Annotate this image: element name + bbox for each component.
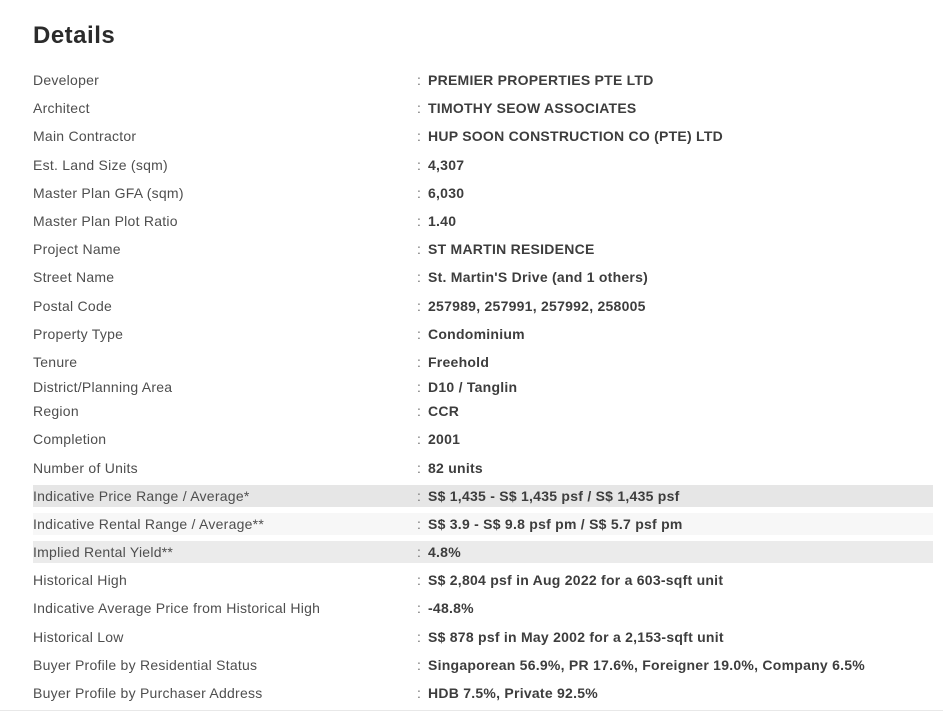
detail-row — [33, 151, 933, 179]
colon-separator: : — [417, 403, 421, 420]
details-table — [33, 66, 933, 707]
colon-separator: : — [417, 269, 421, 286]
colon-separator: : — [417, 459, 421, 476]
detail-label: Est. Land Size (sqm) — [33, 156, 168, 173]
detail-value: Condominium — [428, 325, 525, 342]
detail-row — [33, 453, 933, 481]
colon-separator: : — [417, 325, 421, 342]
detail-label: District/Planning Area — [33, 378, 173, 395]
detail-value: Singaporean 56.9%, PR 17.6%, Foreigner 19.0%, Company 6.5% — [428, 656, 865, 673]
colon-separator: : — [417, 515, 421, 532]
detail-row — [33, 425, 933, 453]
detail-value: 2001 — [428, 431, 461, 448]
colon-separator: : — [417, 656, 421, 673]
detail-value: 4.8% — [428, 544, 461, 561]
detail-row — [33, 376, 933, 397]
detail-value: TIMOTHY SEOW ASSOCIATES — [428, 100, 637, 117]
detail-value: Freehold — [428, 353, 490, 370]
detail-label: Postal Code — [33, 297, 113, 314]
page-title: Details — [33, 22, 116, 49]
detail-label: Historical High — [33, 572, 127, 589]
detail-row — [33, 94, 933, 122]
detail-label: Architect — [33, 100, 90, 117]
detail-value: PREMIER PROPERTIES PTE LTD — [428, 72, 654, 89]
detail-row — [33, 594, 933, 622]
detail-label: Property Type — [33, 325, 124, 342]
detail-row — [33, 122, 933, 150]
detail-row — [33, 348, 933, 376]
detail-label: Buyer Profile by Purchaser Address — [33, 685, 263, 702]
detail-value: ST MARTIN RESIDENCE — [428, 241, 595, 258]
detail-row — [33, 397, 933, 425]
detail-label: Developer — [33, 72, 100, 89]
detail-row — [33, 235, 933, 263]
colon-separator: : — [417, 685, 421, 702]
colon-separator: : — [417, 128, 421, 145]
detail-label: Historical Low — [33, 628, 124, 645]
detail-value: HDB 7.5%, Private 92.5% — [428, 685, 598, 702]
detail-value: 6,030 — [428, 184, 465, 201]
colon-separator: : — [417, 184, 421, 201]
colon-separator: : — [417, 628, 421, 645]
detail-row — [33, 623, 933, 651]
detail-label: Master Plan Plot Ratio — [33, 213, 178, 230]
detail-value: CCR — [428, 403, 460, 420]
colon-separator: : — [417, 431, 421, 448]
colon-separator: : — [417, 600, 421, 617]
detail-label: Main Contractor — [33, 128, 137, 145]
bottom-divider — [0, 710, 943, 711]
detail-label: Region — [33, 403, 79, 420]
colon-separator: : — [417, 572, 421, 589]
detail-value: S$ 1,435 - S$ 1,435 psf / S$ 1,435 psf — [428, 487, 680, 504]
colon-separator: : — [417, 72, 421, 89]
detail-label: Buyer Profile by Residential Status — [33, 656, 258, 673]
detail-label: Implied Rental Yield** — [33, 544, 174, 561]
colon-separator: : — [417, 213, 421, 230]
detail-row — [33, 207, 933, 235]
detail-value: S$ 3.9 - S$ 9.8 psf pm / S$ 5.7 psf pm — [428, 515, 683, 532]
detail-label: Indicative Price Range / Average* — [33, 487, 250, 504]
colon-separator: : — [417, 297, 421, 314]
colon-separator: : — [417, 378, 421, 395]
colon-separator: : — [417, 241, 421, 258]
colon-separator: : — [417, 156, 421, 173]
detail-row — [33, 679, 933, 707]
detail-row — [33, 510, 933, 538]
detail-row — [33, 292, 933, 320]
detail-value: 1.40 — [428, 213, 457, 230]
detail-label: Indicative Average Price from Historical High — [33, 600, 321, 617]
detail-value: 257989, 257991, 257992, 258005 — [428, 297, 646, 314]
colon-separator: : — [417, 487, 421, 504]
detail-label: Street Name — [33, 269, 115, 286]
detail-value: S$ 2,804 psf in Aug 2022 for a 603-sqft unit — [428, 572, 724, 589]
detail-value: St. Martin'S Drive (and 1 others) — [428, 269, 649, 286]
detail-value: D10 / Tanglin — [428, 378, 518, 395]
colon-separator: : — [417, 544, 421, 561]
detail-label: Completion — [33, 431, 107, 448]
detail-row — [33, 66, 933, 94]
colon-separator: : — [417, 100, 421, 117]
detail-label: Project Name — [33, 241, 121, 258]
detail-row — [33, 320, 933, 348]
detail-label: Number of Units — [33, 459, 138, 476]
detail-row — [33, 263, 933, 291]
detail-value: 4,307 — [428, 156, 465, 173]
detail-row — [33, 538, 933, 566]
detail-label: Master Plan GFA (sqm) — [33, 184, 184, 201]
detail-row — [33, 566, 933, 594]
colon-separator: : — [417, 353, 421, 370]
detail-value: S$ 878 psf in May 2002 for a 2,153-sqft unit — [428, 628, 724, 645]
detail-label: Indicative Rental Range / Average** — [33, 515, 265, 532]
detail-value: HUP SOON CONSTRUCTION CO (PTE) LTD — [428, 128, 723, 145]
detail-value: 82 units — [428, 459, 483, 476]
detail-value: -48.8% — [428, 600, 474, 617]
detail-row — [33, 179, 933, 207]
detail-row — [33, 482, 933, 510]
detail-label: Tenure — [33, 353, 78, 370]
detail-row — [33, 651, 933, 679]
